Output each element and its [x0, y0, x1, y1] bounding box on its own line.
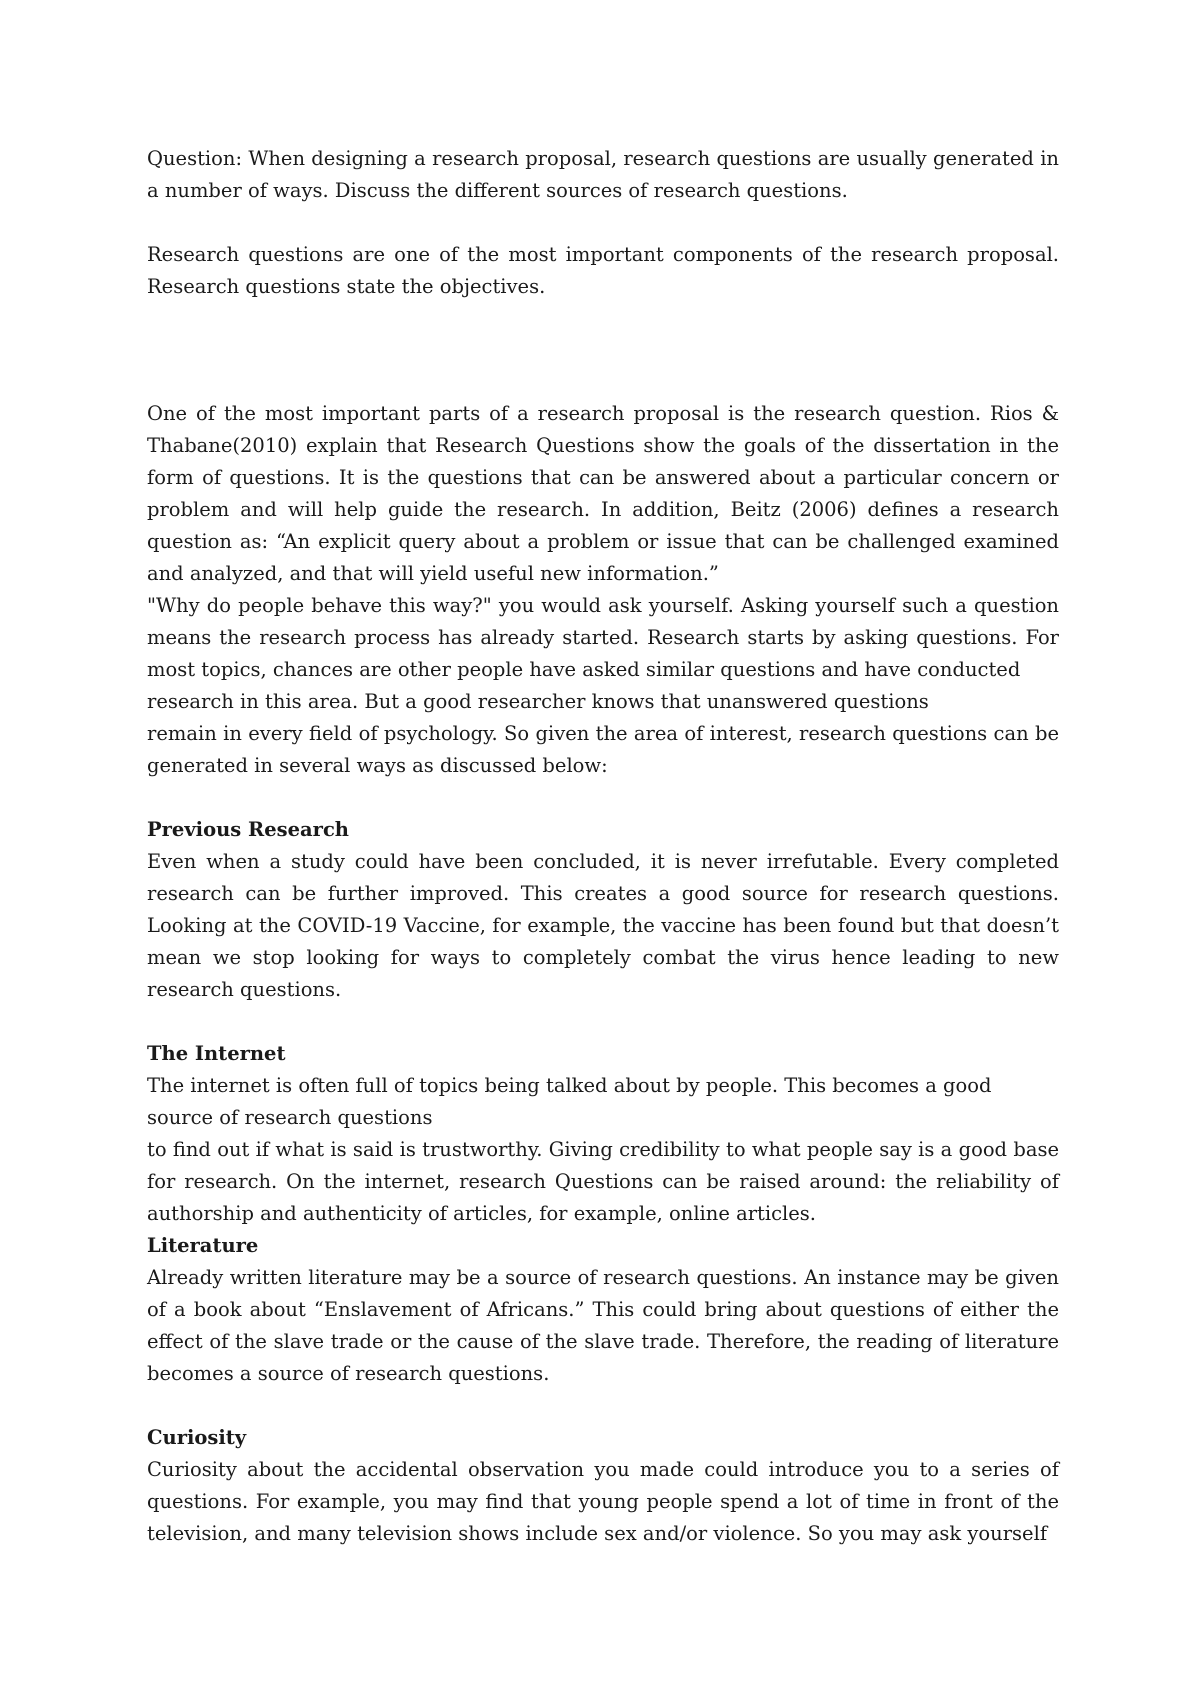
section-heading: Literature — [147, 1234, 259, 1257]
paragraph-line: The internet is often full of topics being talked about by people. This becomes a good source of research questions — [147, 1074, 992, 1129]
section-literature — [147, 1230, 1059, 1390]
body-paragraph-1: One of the most important parts of a research proposal is the research question. Rios & Thabane(2010) explain that Research Questions show the goals of the dissertation in the form of questions. It is the questions that can be answered about a particular concern or problem and will help guide the research. In addition, Beitz (2006) defines a research question as: “An explicit query about a problem or issue that can be challenged examined and analyzed, and that will yield useful new information.” — [147, 402, 1059, 585]
question-paragraph: Question: When designing a research proposal, research questions are usually generated in a number of ways. Discuss the different sources of research questions. — [147, 147, 1059, 202]
section-heading: Curiosity — [147, 1426, 247, 1449]
spacer — [147, 303, 1059, 398]
spacer — [147, 207, 1059, 239]
paragraph-line: remain in every field of psychology. So given the area of interest, research questions can be generated in several ways as discussed below: — [147, 722, 1059, 777]
section-heading: Previous Research — [147, 818, 349, 841]
section-text: Even when a study could have been concluded, it is never irrefutable. Every completed research can be further improved. This creates a good source for research questions. Looking at the COVID-19 Vaccine, for example, the vaccine has been found but that doesn’t mean we stop looking for ways to completely combat the virus hence leading to new research questions. — [147, 850, 1059, 1001]
document-body — [147, 143, 1059, 1550]
paragraph-line: to find out if what is said is trustworthy. Giving credibility to what people say is a good base for research. On the internet, research Questions can be raised around: the reliability of authorship and authenticity of articles, for example, online articles. — [147, 1138, 1059, 1225]
body-paragraph-2 — [147, 590, 1059, 782]
section-curiosity — [147, 1422, 1059, 1550]
section-the-internet — [147, 1038, 1059, 1230]
section-text: Already written literature may be a source of research questions. An instance may be given of a book about “Enslavement of Africans.” This could bring about questions of either the effect of the slave trade or the cause of the slave trade. Therefore, the reading of literature becomes a source of research questions. — [147, 1266, 1059, 1385]
section-heading: The Internet — [147, 1042, 286, 1065]
intro-paragraph: Research questions are one of the most important components of the research proposal. Research questions state the objectives. — [147, 243, 1059, 298]
section-text — [147, 1070, 1059, 1230]
section-text: Curiosity about the accidental observation you made could introduce you to a series of questions. For example, you may find that young people spend a lot of time in front of the television, and many television shows include sex and/or violence. So you may ask yourself — [147, 1458, 1059, 1545]
paragraph-line: research in this area. But a good researcher knows that unanswered questions — [147, 690, 929, 713]
spacer — [147, 1390, 1059, 1422]
section-previous-research — [147, 814, 1059, 1006]
spacer — [147, 1006, 1059, 1038]
paragraph-line: "Why do people behave this way?" you would ask yourself. Asking yourself such a question means the research process has already started. Research starts by asking questions. For most topics, chances are other people have asked similar questions and have conducted — [147, 594, 1059, 681]
spacer — [147, 782, 1059, 814]
